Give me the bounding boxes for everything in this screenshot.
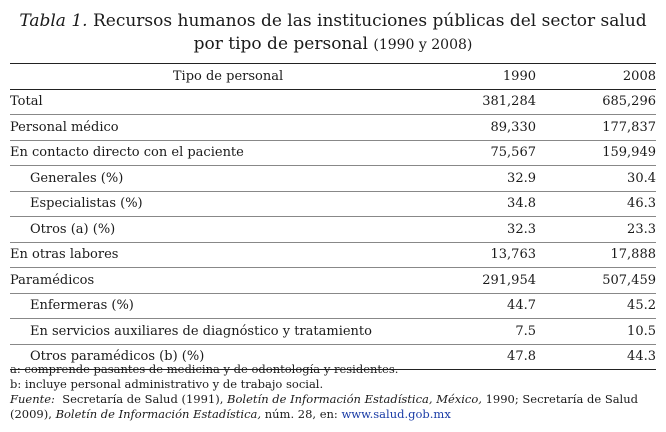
row-label: Enfermeras (%) xyxy=(10,293,446,319)
value-2008: 44.3 xyxy=(536,344,656,370)
source-publication-1: Boletín de Información Estadística, México, xyxy=(227,392,482,406)
value-1990: 291,954 xyxy=(446,268,536,294)
row-label: En otras labores xyxy=(10,242,446,268)
value-1990: 7.5 xyxy=(446,319,536,345)
value-1990: 47.8 xyxy=(446,344,536,370)
value-1990: 13,763 xyxy=(446,242,536,268)
value-1990: 32.9 xyxy=(446,166,536,192)
header-2008: 2008 xyxy=(536,64,656,90)
value-2008: 30.4 xyxy=(536,166,656,192)
source-link[interactable]: www.salud.gob.mx xyxy=(341,407,451,421)
table-row xyxy=(10,268,656,294)
table-title-years: (1990 y 2008) xyxy=(373,37,473,53)
value-1990: 381,284 xyxy=(482,94,536,110)
value-1990: 89,330 xyxy=(446,115,536,141)
table-notes xyxy=(10,362,658,422)
value-2008: 46.3 xyxy=(536,191,656,217)
row-label: En servicios auxiliares de diagnóstico y tratamiento xyxy=(10,319,446,345)
table-row xyxy=(10,293,656,319)
table-row xyxy=(10,115,656,141)
row-label: Paramédicos xyxy=(10,268,446,294)
source-note xyxy=(10,392,658,422)
row-label: Total xyxy=(10,94,43,110)
value-2008: 23.3 xyxy=(536,217,656,243)
value-2008: 17,888 xyxy=(536,242,656,268)
value-1990: 34.8 xyxy=(446,191,536,217)
row-label: Otros (a) (%) xyxy=(10,217,446,243)
value-1990: 44.7 xyxy=(446,293,536,319)
value-2008: 159,949 xyxy=(536,140,656,166)
table-title-text: Recursos humanos de las instituciones públicas del sector salud por tipo de personal xyxy=(92,11,647,54)
row-label: Personal médico xyxy=(10,115,446,141)
note-a: a: comprende pasantes de medicina y de odontología y residentes. xyxy=(10,362,399,376)
table-row xyxy=(10,242,656,268)
value-1990: 32.3 xyxy=(446,217,536,243)
source-text-3: núm. 28, en: xyxy=(264,407,338,421)
table-title xyxy=(10,10,656,57)
header-1990: 1990 xyxy=(446,64,536,90)
source-text-2: 1990; Secretaría de Salud (2009), xyxy=(10,392,639,421)
table-row xyxy=(10,166,656,192)
source-publication-2: Boletín de Información Estadística, xyxy=(55,407,262,421)
value-2008: 507,459 xyxy=(536,268,656,294)
row-label: En contacto directo con el paciente xyxy=(10,140,446,166)
value-2008: 685,296 xyxy=(602,94,656,110)
table-row xyxy=(10,89,656,115)
header-tipo-de-personal: Tipo de personal xyxy=(10,64,446,90)
source-text-1: Secretaría de Salud (1991), xyxy=(62,392,224,406)
table-row xyxy=(10,319,656,345)
value-1990: 75,567 xyxy=(446,140,536,166)
row-label: Generales (%) xyxy=(10,166,446,192)
data-table xyxy=(10,63,656,370)
table-row xyxy=(10,191,656,217)
table-row xyxy=(10,217,656,243)
header-row xyxy=(10,64,656,90)
table-number: Tabla 1. xyxy=(19,11,88,31)
value-2008: 10.5 xyxy=(536,319,656,345)
row-label: Especialistas (%) xyxy=(10,191,446,217)
value-2008: 177,837 xyxy=(536,115,656,141)
note-b: b: incluye personal administrativo y de trabajo social. xyxy=(10,377,324,391)
table-row xyxy=(10,140,656,166)
source-label: Fuente: xyxy=(10,392,55,406)
row-label: Otros paramédicos (b) (%) xyxy=(10,344,446,370)
value-2008: 45.2 xyxy=(536,293,656,319)
